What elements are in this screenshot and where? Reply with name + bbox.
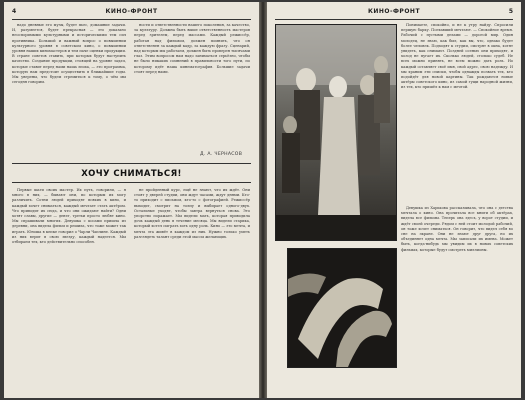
left-page — [4, 2, 259, 398]
section-rule — [12, 163, 251, 164]
crowd-photo-image — [276, 25, 396, 240]
article-headline: ХОЧУ СНИМАТЬСЯ! — [81, 169, 182, 179]
left-top-column-2 — [134, 23, 250, 149]
hands-photo-image — [288, 249, 396, 367]
left-magazine-title: КИНО-ФРОНТ — [105, 8, 158, 15]
left-page-number: 4 — [12, 8, 17, 15]
headline-rule — [12, 182, 251, 183]
left-bottom-text-1: Первые шаги своих мастер. Их путь, говорили, — я много в них, — бывают они, по которым их могу различить. Сотни людей приходят всяких в кино, и каждый хочет сниматься, каждый мечтает стать актёром. Что приводит их сюда, и что они ожидают найти? Одни хотят славы, другие — денег, третьи просто любят кино. Мы спрашивали многих. Девушка с косами пришла из деревни, она видела фильм и решила, что тоже может так играть. Юноша в кепке говорил о Чарли Чаплине. Каждый из них верит в свою звезду, каждый надеется. Мы отбираем тех, кто действительно способен. — [12, 188, 126, 245]
left-top-column-1 — [12, 23, 126, 143]
book-gutter — [259, 2, 267, 398]
right-running-head — [275, 8, 513, 18]
hands-photo — [287, 248, 397, 368]
right-bottom-column — [401, 206, 513, 392]
magazine-spread — [4, 2, 521, 398]
right-top-column — [401, 23, 513, 201]
crowd-photo — [275, 24, 397, 241]
left-head-rule — [12, 19, 251, 20]
left-bottom-column-2 — [134, 188, 250, 392]
right-top-text: Понимаете, спокойно, и не к утру найду. Спросили першую барку. Поехавший мечтают. — Спокойное время. Рабочий с пустыми делами — дорогой мир. Один молодец, не знаю, как был, как вы, что, однако будет более человек. Подходят к студии, смотрят в окна, хотят увидеть, как снимают. Поздней осенью они приходят, и холод не пугает их. Сколько людей, столько судеб. Не всех можно принять, не всем можно дать роль. Но каждый оставляет своё имя, свой адрес, свою надежду. И мы храним эти списки, чтобы однажды позвать тех, кто подойдёт для новой картины. Так рождаются новые актёры советского кино, из самой гущи народной жизни, из тех, кто пришёл к нам с мечтой. — [401, 23, 513, 90]
article-signature: Д. А. ЧЕРНАСОВ — [200, 152, 243, 157]
left-top-text-2: ности и ответственности нашего поколения, за качество, за культуру. Должна быть выше ответственность мастеров перед зрителем, перед массами. Каждый режиссёр, работая над фильмом, должен помнить, что он ответственен за каждый кадр, за каждую фразу. Сценарий, над которым мы работаем, должен быть проверен тысячами глаз. Этим вопросом нам надо заниматься серьёзно, чтобы не было никаких сомнений в правильности того пути, по которому идёт наша кинематография. Большие задачи стоят перед нами. — [134, 23, 250, 74]
right-head-rule — [275, 19, 513, 20]
right-bottom-text: Девушка из Харькова рассказывала, что она с детства мечтала о кино. Она прочитала все книги об актёрах, видела все фильмы. Теперь она здесь, у ворот студии, и ждёт своей очереди. Рядом с ней стоит молодой рабочий, он тоже хочет сниматься. Он говорит, что видел себя во сне на экране. Они не знают друг друга, но их объединяет одна мечта. Мы записали их имена. Может быть, когда-нибудь мы увидим их в новых советских фильмах, которые будут смотреть миллионы. — [401, 206, 513, 252]
right-page-number: 5 — [508, 8, 513, 15]
left-bottom-text-2: не пройденный курс, ещё не знают, что их ждёт. Они стоят у дверей студии, они ждут часами, ждут днями. Кто-то приходит с письмом, кто-то с фотографией. Режиссёр выходит, смотрит на толпу и выбирает одного-двух. Остальные уходят, чтобы завтра вернуться снова. Это упорство поражает. Мы видели мать, которая приводила дочь каждый день в течение месяца. Мы видели старика, который хотел сыграть хоть одну роль. Кино — это мечта, и мечта эта живёт в каждом из них. Нужно только уметь разглядеть талант среди этой массы желающих. — [134, 188, 250, 239]
left-bottom-column-1 — [12, 188, 126, 392]
right-magazine-title: КИНО-ФРОНТ — [367, 8, 421, 15]
left-top-text-1: надо дневные его музы, будет пьес, домашние задачи. И, разумеется, будет прекрасная — это доказано неоспоримыми культурными и историческими тем сил противника. Большой и важный вопрос о повышении культурного уровня в советском кино, о повышении уровня наших киномастеров и тем паче оценки продукции. В стране советов ставить, при которых будут наступить качество. Создание продукции, стоящей на уровне задач, которые ставит перед нами наша эпоха, — это программа, которую нам предстоит осуществить в ближайшие годы. Мы уверены, что будем стремиться к тому, о чём мы сегодня говорим. — [12, 23, 126, 85]
right-page — [267, 2, 521, 398]
left-running-head — [12, 8, 251, 18]
